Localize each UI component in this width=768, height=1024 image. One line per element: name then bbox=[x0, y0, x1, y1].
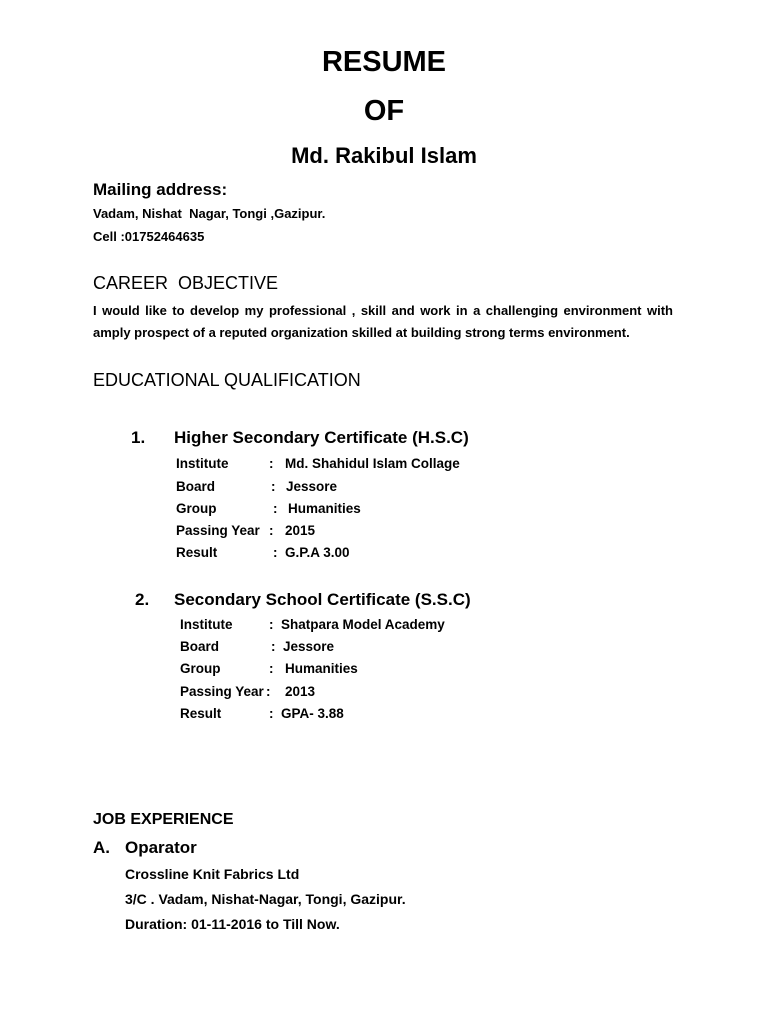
job-title: Oparator bbox=[125, 838, 197, 857]
row-value: Md. Shahidul Islam Collage bbox=[285, 456, 460, 471]
job-address: 3/C . Vadam, Nishat-Nagar, Tongi, Gazipur. bbox=[125, 891, 406, 907]
row-colon: : bbox=[273, 501, 278, 516]
career-objective-text: I would like to develop my professional , skill and work in a challenging environment with amply prospect of a reputed organization skilled at building strong terms environment. bbox=[93, 303, 673, 340]
job-experience-heading: JOB EXPERIENCE bbox=[93, 811, 234, 828]
row-colon: : bbox=[269, 706, 274, 721]
row-colon: : bbox=[269, 617, 274, 632]
row-key: Passing Year bbox=[176, 523, 260, 538]
candidate-name: Md. Rakibul Islam bbox=[291, 143, 477, 168]
row-key: Result bbox=[180, 706, 222, 721]
job-duration: Duration: 01-11-2016 to Till Now. bbox=[125, 916, 340, 932]
resume-title-of: OF bbox=[363, 95, 405, 127]
row-key: Board bbox=[180, 639, 220, 654]
row-colon: : bbox=[271, 479, 276, 494]
job-company: Crossline Knit Fabrics Ltd bbox=[125, 866, 300, 882]
resume-title: RESUME bbox=[321, 46, 447, 78]
row-value: Humanities bbox=[285, 661, 358, 676]
qualification-number: 2. bbox=[135, 590, 150, 609]
row-value: Shatpara Model Academy bbox=[281, 617, 445, 632]
row-value: Jessore bbox=[283, 639, 335, 654]
row-value: 2015 bbox=[285, 523, 316, 538]
qualification-number: 1. bbox=[131, 428, 146, 447]
row-key: Result bbox=[176, 545, 218, 560]
row-colon: : bbox=[269, 456, 274, 471]
row-colon: : bbox=[273, 545, 278, 560]
row-colon: : bbox=[269, 523, 274, 538]
job-item-letter: A. bbox=[93, 838, 110, 857]
qualification-title-hsc: Higher Secondary Certificate (H.S.C) bbox=[174, 428, 469, 447]
row-key: Institute bbox=[180, 617, 233, 632]
row-key: Group bbox=[176, 501, 217, 516]
row-colon: : bbox=[269, 661, 274, 676]
cell-number: Cell :01752464635 bbox=[93, 229, 205, 244]
row-value: G.P.A 3.00 bbox=[285, 545, 350, 560]
row-value: 2013 bbox=[285, 684, 316, 699]
educational-qualification-heading: EDUCATIONAL QUALIFICATION bbox=[93, 370, 361, 390]
row-colon: : bbox=[271, 639, 276, 654]
row-value: Humanities bbox=[288, 501, 361, 516]
row-key: Board bbox=[176, 479, 216, 494]
row-key: Group bbox=[180, 661, 221, 676]
row-key: Passing Year bbox=[180, 684, 264, 699]
qualification-title-ssc: Secondary School Certificate (S.S.C) bbox=[174, 590, 471, 609]
mailing-address-line: Vadam, Nishat Nagar, Tongi ,Gazipur. bbox=[93, 206, 326, 221]
row-colon: : bbox=[266, 684, 271, 699]
row-value: GPA- 3.88 bbox=[281, 706, 344, 721]
career-objective-heading: CAREER OBJECTIVE bbox=[93, 273, 279, 293]
mailing-address-heading: Mailing address: bbox=[93, 180, 228, 199]
row-value: Jessore bbox=[286, 479, 338, 494]
row-key: Institute bbox=[176, 456, 229, 471]
